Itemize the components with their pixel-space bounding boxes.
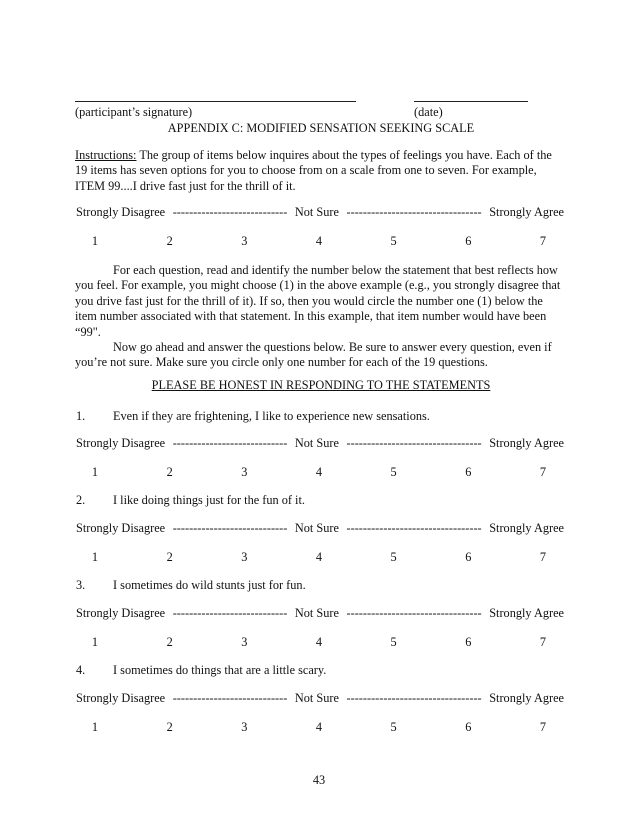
example-scale-labels xyxy=(76,205,564,220)
question-scale-numbers xyxy=(88,550,550,565)
scale-left-label: Strongly Disagree xyxy=(76,436,166,450)
scale-number: 7 xyxy=(539,635,547,649)
directions-text: Now go ahead and answer the questions below. Be sure to answer every question, even if you’re not sure. Make sure you circle only one number for each of the 19 questions. xyxy=(75,340,552,370)
scale-left-label: Strongly Disagree xyxy=(76,606,166,620)
scale-middle-label: Not Sure xyxy=(294,436,339,450)
page-title: APPENDIX C: MODIFIED SENSATION SEEKING SCALE xyxy=(167,121,475,135)
scale-number: 2 xyxy=(166,550,173,564)
honesty-heading: PLEASE BE HONEST IN RESPONDING TO THE STATEMENTS xyxy=(151,378,491,392)
scale-number: 3 xyxy=(241,550,248,564)
scale-dashes: ---------------------------- xyxy=(172,436,288,450)
participant-signature-label: (participant’s signature) xyxy=(75,105,193,119)
scale-number: 1 xyxy=(91,720,99,734)
scale-dashes: ---------------------------- xyxy=(172,205,288,219)
scale-middle-label: Not Sure xyxy=(294,521,339,535)
question-number: 1. xyxy=(76,409,86,423)
scale-dashes: ---------------------------- xyxy=(172,606,288,620)
scale-dashes: --------------------------------- xyxy=(346,521,482,535)
question-text: I sometimes do things that are a little scary. xyxy=(113,663,327,677)
instructions-heading: Instructions: xyxy=(75,148,137,162)
scale-number: 4 xyxy=(315,550,323,564)
page-number: 43 xyxy=(312,773,326,787)
question-text: I sometimes do wild stunts just for fun. xyxy=(113,578,306,592)
scale-dashes: --------------------------------- xyxy=(346,606,482,620)
scale-number: 2 xyxy=(166,465,173,479)
scale-number: 2 xyxy=(166,234,173,248)
scale-middle-label: Not Sure xyxy=(294,205,339,219)
scale-dashes: ---------------------------- xyxy=(172,691,288,705)
scale-number: 7 xyxy=(539,465,547,479)
scale-number: 1 xyxy=(91,635,99,649)
scale-right-label: Strongly Agree xyxy=(489,691,564,705)
scale-middle-label: Not Sure xyxy=(294,606,339,620)
scale-number: 3 xyxy=(241,234,248,248)
scale-number: 6 xyxy=(465,720,472,734)
scale-number: 4 xyxy=(315,234,323,248)
scale-left-label: Strongly Disagree xyxy=(76,691,166,705)
instructions-text: The group of items below inquires about the types of feelings you have. Each of the 19 items has seven options for you to choose from on a scale from one to seven. For example, ITEM 99....I drive fast just for the thrill of it. xyxy=(75,148,552,193)
instructions-block xyxy=(75,148,567,194)
question-scale-labels xyxy=(76,606,564,621)
scale-number: 7 xyxy=(539,234,547,248)
scale-right-label: Strongly Agree xyxy=(489,436,564,450)
scale-number: 4 xyxy=(315,635,323,649)
scale-number: 2 xyxy=(166,720,173,734)
scale-left-label: Strongly Disagree xyxy=(76,521,166,535)
scale-left-label: Strongly Disagree xyxy=(76,205,166,219)
question-number: 4. xyxy=(76,663,86,677)
scale-dashes: --------------------------------- xyxy=(346,205,482,219)
question-scale-labels xyxy=(76,521,564,536)
scale-number: 3 xyxy=(241,465,248,479)
scale-right-label: Strongly Agree xyxy=(489,606,564,620)
question-number: 3. xyxy=(76,578,86,592)
scale-right-label: Strongly Agree xyxy=(489,205,564,219)
question-scale-numbers xyxy=(88,465,550,480)
scale-number: 3 xyxy=(241,720,248,734)
scale-number: 7 xyxy=(539,720,547,734)
scale-number: 1 xyxy=(91,234,99,248)
signature-line xyxy=(75,101,356,102)
question-scale-labels xyxy=(76,691,564,706)
scale-number: 5 xyxy=(390,635,397,649)
question-text: Even if they are frightening, I like to experience new sensations. xyxy=(113,409,430,423)
scale-number: 6 xyxy=(465,234,472,248)
explanation-paragraph xyxy=(75,263,567,340)
scale-dashes: --------------------------------- xyxy=(346,436,482,450)
scale-number: 4 xyxy=(315,465,323,479)
scale-number: 5 xyxy=(390,720,397,734)
scale-number: 6 xyxy=(465,635,472,649)
question-scale-numbers xyxy=(88,635,550,650)
question-text: I like doing things just for the fun of it. xyxy=(113,493,305,507)
scale-number: 5 xyxy=(390,465,397,479)
question-scale-labels xyxy=(76,436,564,451)
date-label: (date) xyxy=(414,105,443,119)
scale-number: 2 xyxy=(166,635,173,649)
scale-dashes: ---------------------------- xyxy=(172,521,288,535)
scale-number: 6 xyxy=(465,550,472,564)
scale-number: 5 xyxy=(390,234,397,248)
question-number: 2. xyxy=(76,493,86,507)
scale-middle-label: Not Sure xyxy=(294,691,339,705)
explanation-text: For each question, read and identify the number below the statement that best reflects how you feel. For example, you might choose (1) in the above example (e.g., you strongly disagree that you drive fast just for the thrill of it). If so, then you would circle the number one (1) below the item number associated with that statement. In this example, that item number would have been “99". xyxy=(75,263,561,339)
scale-number: 6 xyxy=(465,465,472,479)
scale-number: 1 xyxy=(91,550,99,564)
scale-number: 1 xyxy=(91,465,99,479)
scale-number: 4 xyxy=(315,720,323,734)
example-scale-numbers xyxy=(88,234,550,249)
scale-dashes: --------------------------------- xyxy=(346,691,482,705)
scale-number: 5 xyxy=(390,550,397,564)
question-scale-numbers xyxy=(88,720,550,735)
scale-right-label: Strongly Agree xyxy=(489,521,564,535)
scale-number: 7 xyxy=(539,550,547,564)
directions-paragraph xyxy=(75,340,567,371)
date-line xyxy=(414,101,528,102)
scale-number: 3 xyxy=(241,635,248,649)
